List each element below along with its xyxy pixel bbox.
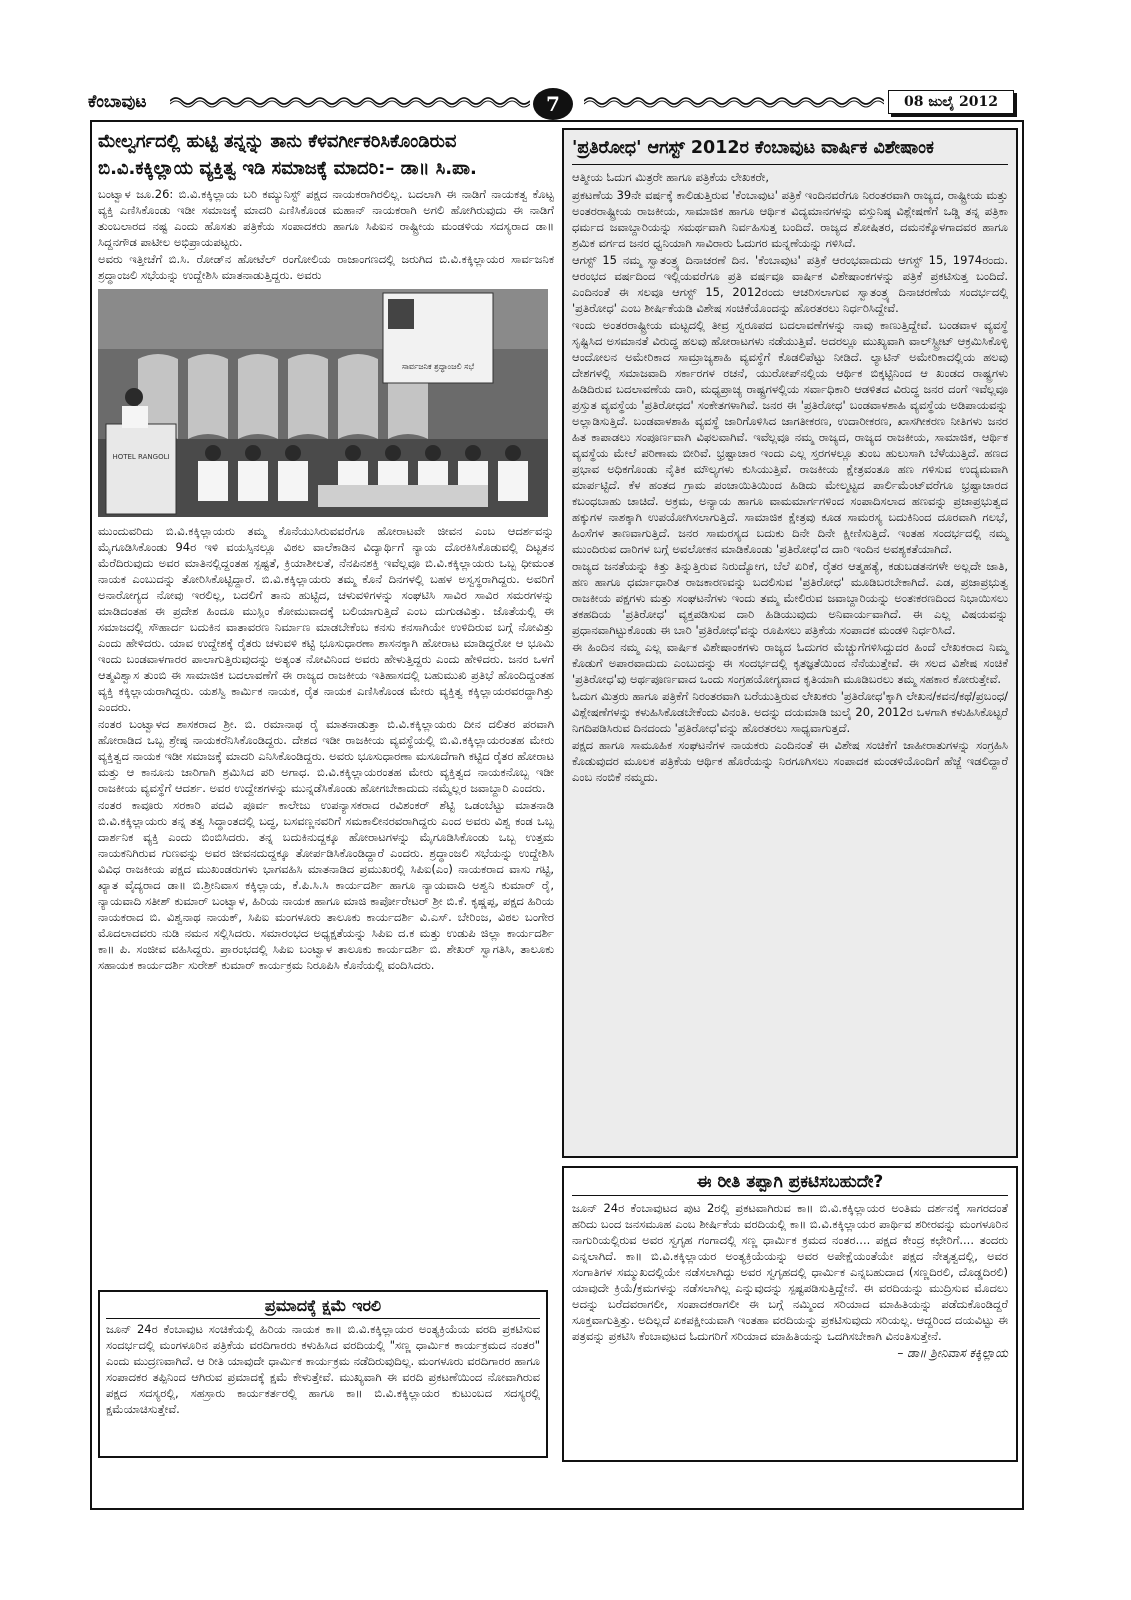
correction-letter-box [562, 1166, 1018, 1462]
wave-ornament-right [584, 94, 884, 108]
special-issue-paragraph: ಓದುಗ ಮಿತ್ರರು ಹಾಗೂ ಪತ್ರಿಕೆಗೆ ನಿರಂತರವಾಗಿ ಬರೆಯುತ್ತಿರುವ ಲೇಖಕರು 'ಪ್ರತಿರೋಧ'ಕ್ಕಾಗಿ ಲೇಖನ/ಕವನ/ಕಥೆ/ಪ್ರಬಂಧ/ವಿಶ್ಲೇಷಣೆಗಳನ್ನು ಕಳುಹಿಸಿಕೊಡಬೇಕೆಂದು ವಿನಂತಿ. ಅದನ್ನು ದಯಮಾಡಿ ಜುಲೈ 20, 2012ರ ಒಳಗಾಗಿ ಕಳುಹಿಸಿಕೊಟ್ಟರೆ ನಿಗದಿಪಡಿಸಿರುವ ದಿನದಂದು 'ಪ್ರತಿರೋಧ'ವನ್ನು ಹೊರತರಲು ಸಾಧ್ಯವಾಗುತ್ತದೆ. [572, 689, 1008, 735]
issue-date: 08 ಜುಲೈ 2012 [888, 90, 1014, 114]
paper-name: ಕೆಂಬಾವುಟ [88, 92, 147, 112]
lead-body-paragraph: ನಂತರ ಕಾವೂರು ಸರಕಾರಿ ಪದವಿ ಪೂರ್ವ ಕಾಲೇಜು ಉಪನ್ಯಾಸಕರಾದ ರವಿಶಂಕರ್ ಶೆಟ್ಟಿ ಒಡಂಬೆಟ್ಟು ಮಾತನಾಡಿ ಬಿ.ವಿ.ಕಕ್ಕಿಲ್ಲಾಯರು ತನ್ನ ತತ್ವ ಸಿದ್ಧಾಂತದಲ್ಲಿ ಬದ್ಧ, ಬಸವಣ್ಣನವರಿಗೆ ಸಮಕಾಲೀನರವರಾಗಿದ್ದರು ಎಂದ ಅವರು ವಿಶ್ವ ಕಂಡ ಒಬ್ಬ ದಾರ್ಶನಿಕ ವ್ಯಕ್ತಿ ಎಂದು ಬಿಂಬಿಸಿದರು. ತನ್ನ ಬದುಕಿನುದ್ದಕ್ಕೂ ಹೋರಾಟಗಳನ್ನು ಮೈಗೂಡಿಸಿಕೊಂಡು ಒಬ್ಬ ಉತ್ತಮ ನಾಯಕನಿಗಿರುವ ಗುಣವನ್ನು ಅವರ ಜೀವನದುದ್ದಕ್ಕೂ ತೋರ್ಪಡಿಸಿಕೊಂಡಿದ್ದಾರೆ ಎಂದರು. ಶ್ರದ್ಧಾಂಜಲಿ ಸಭೆಯನ್ನು ಉದ್ದೇಶಿಸಿ ವಿವಿಧ ರಾಜಕೀಯ ಪಕ್ಷದ ಮುಖಂಡರುಗಳು ಭಾಗವಹಿಸಿ ಮಾತನಾಡಿದ ಪ್ರಮುಖರಲ್ಲಿ ಸಿಪಿಐ(ಎಂ) ನಾಯಕರಾದ ವಾಸು ಗಟ್ಟಿ, ಖ್ಯಾತ ವೈದ್ಯರಾದ ಡಾ॥ ಬಿ.ಶ್ರೀನಿವಾಸ ಕಕ್ಕಿಲ್ಲಾಯ, ಕೆ.ಪಿ.ಸಿ.ಸಿ ಕಾರ್ಯದರ್ಶಿ ಹಾಗೂ ನ್ಯಾಯವಾದಿ ಅಶ್ವನಿ ಕುಮಾರ್ ರೈ, ನ್ಯಾಯವಾದಿ ಸತೀಶ್ ಕುಮಾರ್ ಬಂಟ್ವಾಳ, ಹಿರಿಯ ನಾಯಕ ಹಾಗೂ ಮಾಜಿ ಕಾರ್ಪೋರೇಟರ್ ಶ್ರೀ ಬಿ.ಕೆ. ಕೃಷ್ಣಪ್ಪ, ಪಕ್ಷದ ಹಿರಿಯ ನಾಯಕರಾದ ಬಿ. ವಿಶ್ವನಾಥ ನಾಯಕ್, ಸಿಪಿಐ ಮಂಗಳೂರು ತಾಲೂಕು ಕಾರ್ಯದರ್ಶಿ ವಿ.ಎಸ್. ಬೇರಿಂಜ, ವಿಠಲ ಬಂಗೇರ ಮೊದಲಾದವರು ನುಡಿ ನಮನ ಸಲ್ಲಿಸಿದರು. ಸಮಾರಂಭದ ಅಧ್ಯಕ್ಷತೆಯನ್ನು ಸಿಪಿಐ ದ.ಕ ಮತ್ತು ಉಡುಪಿ ಜಿಲ್ಲಾ ಕಾರ್ಯದರ್ಶಿ ಕಾ॥ ಪಿ. ಸಂಜೀವ ವಹಿಸಿದ್ದರು. ಪ್ರಾರಂಭದಲ್ಲಿ ಸಿಪಿಐ ಬಂಟ್ವಾಳ ತಾಲೂಕು ಕಾರ್ಯದರ್ಶಿ ಬಿ. ಶೇಖರ್ ಸ್ವಾಗತಿಸಿ, ತಾಲೂಕು ಸಹಾಯಕ ಕಾರ್ಯದರ್ಶಿ ಸುರೇಶ್ ಕುಮಾರ್ ಕಾರ್ಯಕ್ರಮ ನಿರೂಪಿಸಿ ಕೊನೆಯಲ್ಲಿ ವಂದಿಸಿದರು. [98, 798, 554, 972]
special-issue-paragraph: ಆಗಸ್ಟ್ 15 ನಮ್ಮ ಸ್ವಾತಂತ್ರ್ಯ ದಿನಾಚರಣೆ ದಿನ. 'ಕೆಂಬಾವುಟ' ಪತ್ರಿಕೆ ಆರಂಭವಾದುದು ಆಗಸ್ಟ್ 15, 1974ರಂದು. ಆರಂಭದ ವರ್ಷದಿಂದ ಇಲ್ಲಿಯವರೆಗೂ ಪ್ರತಿ ವರ್ಷವೂ ವಾರ್ಷಿಕ ವಿಶೇಷಾಂಕಗಳನ್ನು ಪತ್ರಿಕೆ ಪ್ರಕಟಿಸುತ್ತ ಬಂದಿದೆ. ಎಂದಿನಂತೆ ಈ ಸಲವೂ ಆಗಸ್ಟ್ 15, 2012ರಂದು ಆಚರಿಸಲಾಗುವ ಸ್ವಾತಂತ್ರ್ಯ ದಿನಾಚರಣೆಯ ಸಂದರ್ಭದಲ್ಲಿ 'ಪ್ರತಿರೋಧ' ಎಂಬ ಶೀರ್ಷಿಕೆಯಡಿ ವಿಶೇಷ ಸಂಚಿಕೆಯೊಂದನ್ನು ಹೊರತರಲು ನಿರ್ಧರಿಸಿದ್ದೇವೆ. [572, 253, 1008, 315]
special-issue-paragraph: ಪ್ರಕಟಣೆಯ 39ನೇ ವರ್ಷಕ್ಕೆ ಕಾಲಿಡುತ್ತಿರುವ 'ಕೆಂಬಾವುಟ' ಪತ್ರಿಕೆ ಇಂದಿನವರೆಗೂ ನಿರಂತರವಾಗಿ ರಾಜ್ಯದ, ರಾಷ್ಟ್ರೀಯ ಮತ್ತು ಅಂತರರಾಷ್ಟ್ರೀಯ ರಾಜಕೀಯ, ಸಾಮಾಜಿಕ ಹಾಗೂ ಆರ್ಥಿಕ ವಿದ್ಯಮಾನಗಳನ್ನು ವಸ್ತುನಿಷ್ಠ ವಿಶ್ಲೇಷಣೆಗೆ ಒಡ್ಡಿ ತನ್ನ ಪತ್ರಿಕಾ ಧರ್ಮದ ಜವಾಬ್ದಾರಿಯನ್ನು ಸಮರ್ಥವಾಗಿ ನಿರ್ವಹಿಸುತ್ತ ಬಂದಿದೆ. ರಾಜ್ಯದ ಶೋಷಿತರ, ದಮನಕ್ಕೊಳಗಾದವರ ಹಾಗೂ ಶ್ರಮಿಕ ವರ್ಗದ ಜನರ ಧ್ವನಿಯಾಗಿ ಸಾವಿರಾರು ಓದುಗರ ಮನ್ನಣೆಯನ್ನು ಗಳಿಸಿದೆ. [572, 188, 1008, 250]
lead-body [98, 523, 554, 973]
correction-title: ಈ ರೀತಿ ತಪ್ಪಾಗಿ ಪ್ರಕಟಿಸಬಹುದೇ? [572, 1172, 1008, 1196]
apology-box [98, 1290, 548, 1458]
apology-title: ಪ್ರಮಾದಕ್ಕೆ ಕ್ಷಮೆ ಇರಲಿ [106, 1296, 540, 1319]
special-issue-paragraph: ಪಕ್ಷದ ಹಾಗೂ ಸಾಮೂಹಿಕ ಸಂಘಟನೆಗಳ ನಾಯಕರು ಎಂದಿನಂತೆ ಈ ವಿಶೇಷ ಸಂಚಿಕೆಗೆ ಜಾಹೀರಾತುಗಳನ್ನು ಸಂಗ್ರಹಿಸಿ ಕೊಡುವುದರ ಮೂಲಕ ಪತ್ರಿಕೆಯ ಆರ್ಥಿಕ ಹೊರೆಯನ್ನು ನಿರಗೂಗಿಸಲು ಸಂಪಾದಕ ಮಂಡಳಿಯೊಂದಿಗೆ ಹೆಜ್ಜೆ ಇಡಲಿದ್ದಾರೆ ಎಂಬ ನಂಬಿಕೆ ನಮ್ಮದು. [572, 738, 1008, 784]
wave-ornament-left [170, 94, 530, 108]
lead-article [98, 128, 554, 974]
lead-body-paragraph: ನಂತರ ಬಂಟ್ವಾಳದ ಶಾಸಕರಾದ ಶ್ರೀ. ಬಿ. ರಮಾನಾಥ ರೈ ಮಾತನಾಡುತ್ತಾ ಬಿ.ವಿ.ಕಕ್ಕಿಲ್ಲಾಯರು ದೀನ ದಲಿತರ ಪರವಾಗಿ ಹೋರಾಡಿದ ಒಬ್ಬ ಶ್ರೇಷ್ಠ ನಾಯಕರೆನಿಸಿಕೊಂಡಿದ್ದರು. ದೇಶದ ಇಡೀ ರಾಜಕೀಯ ವ್ಯವಸ್ಥೆಯಲ್ಲಿ ಬಿ.ವಿ.ಕಕ್ಕಿಲ್ಲಾಯರಂತಹ ಮೇರು ವ್ಯಕ್ತಿತ್ವದ ನಾಯಕ ಇಡೀ ಸಮಾಜಕ್ಕೆ ಮಾದರಿ ಎನಿಸಿಕೊಂಡಿದ್ದರು. ಅವರು ಭೂಸುಧಾರಣಾ ಮಸೂದೆಗಾಗಿ ಕಟ್ಟಿದ ರೈತರ ಹೋರಾಟ ಮತ್ತು ಆ ಕಾನೂನು ಜಾರಿಗಾಗಿ ಶ್ರಮಿಸಿದ ಪರಿ ಅಗಾಧ. ಬಿ.ವಿ.ಕಕ್ಕಿಲ್ಲಾಯರಂತಹ ಮೇರು ವ್ಯಕ್ತಿತ್ವದ ನಾಯಕನೊಬ್ಬ ಇಡೀ ರಾಜಕೀಯ ವ್ಯವಸ್ಥೆಗೆ ಆದರ್ಶ. ಅವರ ಉದ್ದೇಶಗಳನ್ನು ಮುನ್ನಡೆಸಿಕೊಂಡು ಹೋಗಬೇಕಾದುದು ನಮ್ಮೆಲ್ಲರ ಜವಾಬ್ದಾರಿ ಎಂದರು. [98, 717, 554, 795]
apology-body: ಜೂನ್ 24ರ ಕೆಂಬಾವುಟ ಸಂಚಿಕೆಯಲ್ಲಿ ಹಿರಿಯ ನಾಯಕ ಕಾ॥ ಬಿ.ವಿ.ಕಕ್ಕಿಲ್ಲಾಯರ ಅಂತ್ಯಕ್ರಿಯೆಯ ವರದಿ ಪ್ರಕಟಿಸುವ ಸಂದರ್ಭದಲ್ಲಿ ಮಂಗಳೂರಿನ ಪತ್ರಿಕೆಯ ವರದಿಗಾರರು ಕಳುಹಿಸಿದ ವರದಿಯಲ್ಲಿ "ಸಣ್ಣ ಧಾರ್ಮಿಕ ಕಾರ್ಯಕ್ರಮದ ನಂತರ" ಎಂದು ಮುದ್ರಣವಾಗಿದೆ. ಆ ರೀತಿ ಯಾವುದೇ ಧಾರ್ಮಿಕ ಕಾರ್ಯಕ್ರಮ ನಡೆದಿರುವುದಿಲ್ಲ. ಮಂಗಳೂರು ವರದಿಗಾರರ ಹಾಗೂ ಸಂಪಾದಕರ ತಪ್ಪಿನಿಂದ ಆಗಿರುವ ಪ್ರಮಾದಕ್ಕೆ ಕ್ಷಮೆ ಕೇಳುತ್ತೇವೆ. ಮುಖ್ಯವಾಗಿ ಈ ವರದಿ ಪ್ರಕಟಣೆಯಿಂದ ನೋವಾಗಿರುವ ಪಕ್ಷದ ಸದಸ್ಯರಲ್ಲಿ, ಸಹಸ್ರಾರು ಕಾರ್ಯಕರ್ತರಲ್ಲಿ ಹಾಗೂ ಕಾ॥ ಬಿ.ವಿ.ಕಕ್ಕಿಲ್ಲಾಯರ ಕುಟುಂಬದ ಸದಸ್ಯರಲ್ಲಿ ಕ್ಷಮೆಯಾಚಿಸುತ್ತೇವೆ. [106, 1322, 540, 1416]
special-issue-box [562, 128, 1018, 1158]
lead-intro-paragraph: ಅವರು ಇತ್ತೀಚೆಗೆ ಬಿ.ಸಿ. ರೋಡ್‌ನ ಹೋಟೆಲ್ ರಂಗೋಲಿಯ ರಾಜಾಂಗಣದಲ್ಲಿ ಜರುಗಿದ ಬಿ.ವಿ.ಕಕ್ಕಿಲ್ಲಾಯರ ಸಾರ್ವಜನಿಕ ಶ್ರದ್ಧಾಂಜಲಿ ಸಭೆಯನ್ನು ಉದ್ದೇಶಿಸಿ ಮಾತನಾಡುತ್ತಿದ್ದರು. ಅವರು [98, 252, 554, 282]
photo-banner-text: ಸಾರ್ವಜನಿಕ ಶ್ರದ್ಧಾಂಜಲಿ ಸಭೆ [401, 362, 475, 371]
event-photo [98, 289, 548, 517]
special-issue-body [572, 187, 1008, 785]
special-issue-paragraph: ಈ ಹಿಂದಿನ ನಮ್ಮ ಎಲ್ಲ ವಾರ್ಷಿಕ ವಿಶೇಷಾಂಕಗಳು ರಾಜ್ಯದ ಓದುಗರ ಮೆಚ್ಚುಗೆಗಳಿಸಿದ್ದುದರ ಹಿಂದೆ ಲೇಖಕರಾದ ನಿಮ್ಮ ಕೊಡುಗೆ ಅಪಾರವಾದುದು ಎಂಬುದನ್ನು ಈ ಸಂದರ್ಭದಲ್ಲಿ ಕೃತಜ್ಞತೆಯಿಂದ ನೆನೆಯುತ್ತೇವೆ. ಈ ಸಲದ ವಿಶೇಷ ಸಂಚಿಕೆ 'ಪ್ರತಿರೋಧ'ವು ಅರ್ಥಪೂರ್ಣವಾದ ಒಂದು ಸಂಗ್ರಹಯೋಗ್ಯವಾದ ಕೃತಿಯಾಗಿ ಮೂಡಿಬರಲು ತಮ್ಮ ಸಹಕಾರ ಕೋರುತ್ತೇವೆ. [572, 640, 1008, 686]
special-issue-paragraph: ರಾಜ್ಯದ ಜನತೆಯನ್ನು ಕಿತ್ತು ತಿನ್ನುತ್ತಿರುವ ನಿರುದ್ಯೋಗ, ಬೆಲೆ ಏರಿಕೆ, ರೈತರ ಆತ್ಮಹತ್ಯೆ, ಕಡುಬಡತನಗಳೇ ಅಲ್ಲದೇ ಜಾತಿ, ಹಣ ಹಾಗೂ ಧರ್ಮಾಧಾರಿತ ರಾಜಕಾರಣವನ್ನು ಬದಲಿಸುವ 'ಪ್ರತಿರೋಧ' ಮೂಡಿಬರಬೇಕಾಗಿದೆ. ಎಡ, ಪ್ರಜಾಪ್ರಭುತ್ವ ರಾಜಕೀಯ ಪಕ್ಷಗಳು ಮತ್ತು ಸಂಘಟನೆಗಳು ಇಂದು ತಮ್ಮ ಮೇಲಿರುವ ಜವಾಬ್ದಾರಿಯನ್ನು ಅಂತಃಕರಣದಿಂದ ನಿಭಾಯಿಸಲು ತಕಹದಿಯ 'ಪ್ರತಿರೋಧ' ವ್ಯಕ್ತಪಡಿಸುವ ದಾರಿ ಹಿಡಿಯುವುದು ಅನಿವಾರ್ಯವಾಗಿದೆ. ಈ ಎಲ್ಲ ವಿಷಯವನ್ನು ಪ್ರಧಾನವಾಗಿಟ್ಟುಕೊಂಡು ಈ ಬಾರಿ 'ಪ್ರತಿರೋಧ'ವನ್ನು ರೂಪಿಸಲು ಪತ್ರಿಕೆಯ ಸಂಪಾದಕ ಮಂಡಳಿ ನಿರ್ಧರಿಸಿದೆ. [572, 559, 1008, 637]
special-issue-title: 'ಪ್ರತಿರೋಧ' ಆಗಸ್ಟ್ 2012ರ ಕೆಂಬಾವುಟ ವಾರ್ಷಿಕ ವಿಶೇಷಾಂಕ [572, 136, 1008, 165]
lead-headline: ಮೇಲ್ವರ್ಗದಲ್ಲಿ ಹುಟ್ಟಿ ತನ್ನನ್ನು ತಾನು ಕೆಳವರ್ಗೀಕರಿಸಿಕೊಂಡಿರುವ ಬಿ.ವಿ.ಕಕ್ಕಿಲ್ಲಾಯ ವ್ಯಕ್ತಿತ್ವ ಇಡಿ ಸಮಾಜಕ್ಕೆ ಮಾದರಿ:– ಡಾ॥ ಸಿ.ಪಾ. [98, 131, 477, 179]
correction-body: ಜೂನ್ 24ರ ಕೆಂಬಾವುಟದ ಪುಟ 2ರಲ್ಲಿ ಪ್ರಕಟವಾಗಿರುವ ಕಾ॥ ಬಿ.ವಿ.ಕಕ್ಕಿಲ್ಲಾಯರ ಅಂತಿಮ ದರ್ಶನಕ್ಕೆ ಸಾಗರದಂತೆ ಹರಿದು ಬಂದ ಜನಸಮೂಹ ಎಂಬ ಶೀರ್ಷಿಕೆಯ ವರದಿಯಲ್ಲಿ ಕಾ॥ ಬಿ.ವಿ.ಕಕ್ಕಿಲ್ಲಾಯರ ಪಾರ್ಥಿವ ಶರೀರವನ್ನು ಮಂಗಳೂರಿನ ನಾಗುರಿಯಲ್ಲಿರುವ ಅವರ ಸ್ವಗೃಹ ಗಂಗಾದಲ್ಲಿ ಸಣ್ಣ ಧಾರ್ಮಿಕ ಕ್ರಮದ ನಂತರ.... ಪಕ್ಷದ ಕೇಂದ್ರ ಕಛೇರಿಗೆ.... ತಂದರು ಎನ್ನಲಾಗಿದೆ. ಕಾ॥ ಬಿ.ವಿ.ಕಕ್ಕಿಲ್ಲಾಯರ ಅಂತ್ಯಕ್ರಿಯೆಯನ್ನು ಅವರ ಅಪೇಕ್ಷೆಯಂತೆಯೇ ಪಕ್ಷದ ನೇತೃತ್ವದಲ್ಲಿ, ಅವರ ಸಂಗಾತಿಗಳ ಸಮ್ಮುಖದಲ್ಲಿಯೇ ನಡೆಸಲಾಗಿದ್ದು ಅವರ ಸ್ವಗೃಹದಲ್ಲಿ ಧಾರ್ಮಿಕ ಎನ್ನಬಹುದಾದ (ಸಣ್ಣದಿರಲಿ, ದೊಡ್ಡದಿರಲಿ) ಯಾವುದೇ ಕ್ರಿಯೆ/ಕ್ರಮಗಳನ್ನು ನಡೆಸಲಾಗಿಲ್ಲ ಎನ್ನುವುದನ್ನು ಸ್ಪಷ್ಟಪಡಿಸುತ್ತಿದ್ದೇನೆ. ಈ ವರದಿಯನ್ನು ಮುದ್ರಿಸುವ ಮೊದಲು ಅದನ್ನು ಬರೆದವರಾಗಲೀ, ಸಂಪಾದಕರಾಗಲೀ ಈ ಬಗ್ಗೆ ನಮ್ಮಿಂದ ಸರಿಯಾದ ಮಾಹಿತಿಯನ್ನು ಪಡೆದುಕೊಂಡಿದ್ದರೆ ಸೂಕ್ತವಾಗುತ್ತಿತ್ತು. ಅದಿಲ್ಲದೆ ಏಕಪಕ್ಷೀಯವಾಗಿ ಇಂತಹಾ ವರದಿಯನ್ನು ಪ್ರಕಟಿಸುವುದು ಸರಿಯಲ್ಲ. ಆದ್ದರಿಂದ ದಯವಿಟ್ಟು ಈ ಪತ್ರವನ್ನು ಪ್ರಕಟಿಸಿ ಕೆಂಬಾವುಟದ ಓದುಗರಿಗೆ ಸರಿಯಾದ ಮಾಹಿತಿಯನ್ನು ಒದಗಿಸಬೇಕಾಗಿ ವಿನಂತಿಸುತ್ತೇನೆ. [572, 1201, 1008, 1343]
special-issue-paragraph: ಇಂದು ಅಂತರರಾಷ್ಟ್ರೀಯ ಮಟ್ಟದಲ್ಲಿ ತೀವ್ರ ಸ್ವರೂಪದ ಬದಲಾವಣೆಗಳನ್ನು ನಾವು ಕಾಣುತ್ತಿದ್ದೇವೆ. ಬಂಡವಾಳ ವ್ಯವಸ್ಥೆ ಸೃಷ್ಟಿಸಿದ ಅಸಮಾನತೆ ವಿರುದ್ಧ ಹಲವು ಹೋರಾಟಗಳು ನಡೆಯುತ್ತಿವೆ. ಅದರಲ್ಲೂ ಮುಖ್ಯವಾಗಿ ವಾಲ್‌ಸ್ಟ್ರೀಟ್ ಆಕ್ರಮಿಸಿಕೊಳ್ಳಿ ಆಂದೋಲನ ಅಮೇರಿಕಾದ ಸಾಮ್ರಾಜ್ಯಶಾಹಿ ವ್ಯವಸ್ಥೆಗೆ ಕೊಡಲಿಪೆಟ್ಟು ನೀಡಿದೆ. ಲ್ಯಾಟಿನ್ ಅಮೇರಿಕಾದಲ್ಲಿಯ ಹಲವು ದೇಶಗಳಲ್ಲಿ ಸಮಾಜವಾದಿ ಸರ್ಕಾರಗಳ ರಚನೆ, ಯುರೋಪ್‌ನಲ್ಲಿಯ ಆರ್ಥಿಕ ಬಿಕ್ಕಟ್ಟಿನಿಂದ ಆ ಖಂಡದ ರಾಷ್ಟ್ರಗಳು ಹಿಡಿದಿರುವ ಬದಲಾವಣೆಯ ದಾರಿ, ಮಧ್ಯಪ್ರಾಚ್ಯ ರಾಷ್ಟ್ರಗಳಲ್ಲಿಯ ಸರ್ವಾಧಿಕಾರಿ ಆಡಳಿತದ ವಿರುದ್ಧ ಜನರ ದಂಗೆ ಇವೆಲ್ಲವೂ ಪ್ರಸ್ತುತ ವ್ಯವಸ್ಥೆಯ 'ಪ್ರತಿರೋಧದ' ಸಂಕೇತಗಳಾಗಿವೆ. ಜನರ ಈ 'ಪ್ರತಿರೋಧ' ಬಂಡವಾಳಶಾಹಿ ವ್ಯವಸ್ಥೆಯ ಅಡಿಪಾಯವನ್ನು ಅಲ್ಲಾಡಿಸುತ್ತಿದೆ. ಬಂಡವಾಳಶಾಹಿ ವ್ಯವಸ್ಥೆ ಜಾರಿಗೊಳಿಸಿದ ಜಾಗತೀಕರಣ, ಉದಾರೀಕರಣ, ಖಾಸಗೀಕರಣ ನೀತಿಗಳು ಜನರ ಹಿತ ಕಾಪಾಡಲು ಸಂಪೂರ್ಣವಾಗಿ ವಿಫಲವಾಗಿವೆ. ಇವೆಲ್ಲವೂ ನಮ್ಮ ರಾಜ್ಯದ, ರಾಜ್ಯದ ರಾಜಕೀಯ, ಸಾಮಾಜಿಕ, ಆರ್ಥಿಕ ವ್ಯವಸ್ಥೆಯ ಮೇಲೆ ಪರಿಣಾಮ ಬೀರಿವೆ. ಭ್ರಷ್ಟಾಚಾರ ಇಂದು ಎಲ್ಲ ಸ್ತರಗಳಲ್ಲೂ ತುಂಬ ಹುಲುಸಾಗಿ ಬೆಳೆಯುತ್ತಿದೆ. ಹಣದ ಪ್ರಭಾವ ಅಧಿಕಗೊಂಡು ನೈತಿಕ ಮೌಲ್ಯಗಳು ಕುಸಿಯುತ್ತಿವೆ. ರಾಜಕೀಯ ಕ್ಷೇತ್ರವಂತೂ ಹಣ ಗಳಿಸುವ ಉದ್ಯಮವಾಗಿ ಮಾರ್ಪಟ್ಟಿದೆ. ಕೆಳ ಹಂತದ ಗ್ರಾಮ ಪಂಚಾಯಿತಿಯಿಂದ ಹಿಡಿದು ಮೇಲ್ಮಟ್ಟದ ಪಾರ್ಲಿಮೆಂಟ್‌ವರೆಗೂ ಭ್ರಷ್ಟಾಚಾರದ ಕಬಂಧಬಾಹು ಚಾಚಿದೆ. ಅಕ್ರಮ, ಅನ್ಯಾಯ ಹಾಗೂ ವಾಮಮಾರ್ಗಗಳಿಂದ ಸಂಪಾದಿಸಲಾದ ಹಣವನ್ನು ಪ್ರಜಾಪ್ರಭುತ್ವದ ಹಕ್ಕುಗಳ ನಾಶಕ್ಕಾಗಿ ಉಪಯೋಗಿಸಲಾಗುತ್ತಿದೆ. ಸಾಮಾಜಿಕ ಕ್ಷೇತ್ರವು ಕೂಡ ಸಾಮರಸ್ಯ ಬದುಕಿನಿಂದ ದೂರವಾಗಿ ಗಲಭೆ, ಹಿಂಸೆಗಳ ತಾಣವಾಗುತ್ತಿದೆ. ಜನರ ಸಾಮರಸ್ಯದ ಬದುಕು ದಿನೇ ದಿನೇ ಕ್ಷೀಣಿಸುತ್ತಿದೆ. ಇಂತಹ ಸಂದರ್ಭದಲ್ಲಿ ನಮ್ಮ ಮುಂದಿರುವ ದಾರಿಗಳ ಬಗ್ಗೆ ಅವಲೋಕನ ಮಾಡಿಕೊಂಡು 'ಪ್ರತಿರೋಧ'ದ ದಾರಿ ಇಂದಿನ ಅವಶ್ಯಕತೆಯಾಗಿದೆ. [572, 318, 1008, 556]
correction-signature: – ಡಾ॥ ಶ್ರೀನಿವಾಸ ಕಕ್ಕಿಲ್ಲಾಯ [897, 1346, 1008, 1360]
lead-body-paragraph: ಮುಂದುವರಿದು ಬಿ.ವಿ.ಕಕ್ಕಿಲ್ಲಾಯರು ತಮ್ಮ ಕೊನೆಯುಸಿರುವವರೆಗೂ ಹೋರಾಟವೇ ಜೀವನ ಎಂಬ ಆದರ್ಶವನ್ನು ಮೈಗೂಡಿಸಿಕೊಂಡು 94ರ ಇಳಿ ವಯಸ್ಸಿನಲ್ಲೂ ವಿಠಲ ವಾಲೆಕಾಡಿನ ವಿದ್ಯಾರ್ಥಿಗೆ ನ್ಯಾಯ ದೊರಕಿಸಿಕೊಡುವಲ್ಲಿ ದಿಟ್ಟತನ ಮೆರೆದಿರುವುದು ಅವರ ಮಾತಿನಲ್ಲಿದ್ದಂತಹ ಸ್ಪಷ್ಟತೆ, ಕ್ರಿಯಾಶೀಲತೆ, ನೆನಪಿನಶಕ್ತಿ ಇವೆಲ್ಲವೂ ಬಿ.ವಿ.ಕಕ್ಕಿಲ್ಲಾಯರು ಒಬ್ಬ ಧೀಮಂತ ನಾಯಕ ಎಂಬುದನ್ನು ತೋರಿಸಿಕೊಟ್ಟಿದ್ದಾರೆ. ಬಿ.ವಿ.ಕಕ್ಕಿಲ್ಲಾಯರು ತಮ್ಮ ಕೊನೆ ದಿನಗಳಲ್ಲಿ ಬಹಳ ಅಸ್ವಸ್ಥರಾಗಿದ್ದರು. ಅವರಿಗೆ ಅನಾರೋಗ್ಯದ ನೋವು ಇರಲಿಲ್ಲ, ಬದಲಿಗೆ ತಾನು ಹುಟ್ಟಿದ, ಚಳುವಳಿಗಳನ್ನು ಸಂಘಟಿಸಿ ಸಾವಿರ ಸಾವಿರ ಸಮರಗಳನ್ನು ಮಾಡಿದಂತಹ ಈ ಪ್ರದೇಶ ಹಿಂದೂ ಮುಸ್ಲಿಂ ಕೋಮುವಾದಕ್ಕೆ ಬಲಿಯಾಗುತ್ತಿದೆ ಎಂಬ ದುಗುಡವಿತ್ತು. ಜೊತೆಯಲ್ಲಿ ಈ ಸಮಾಜದಲ್ಲಿ ಸೌಹಾರ್ದ ಬದುಕಿನ ವಾತಾವರಣ ನಿರ್ಮಾಣ ಮಾಡಬೇಕೆಂಬ ಕನಸು ಕನಸಾಗಿಯೇ ಉಳಿದಿರುವ ಬಗ್ಗೆ ನೋವಿತ್ತು ಎಂದು ಹೇಳಿದರು. ಯಾವ ಉದ್ದೇಶಕ್ಕೆ ರೈತರು ಚಳುವಳಿ ಕಟ್ಟಿ ಭೂಸುಧಾರಣಾ ಶಾಸನಕ್ಕಾಗಿ ಹೋರಾಟ ಮಾಡಿದ್ದರೋ ಆ ಭೂಮಿ ಇಂದು ಬಂಡವಾಳಗಾರರ ಪಾಲಾಗುತ್ತಿರುವುದನ್ನು ಅತ್ಯಂತ ನೋವಿನಿಂದ ಅವರು ಹೇಳುತ್ತಿದ್ದರು ಎಂದು ಹೇಳಿದರು. ಜನರ ಒಳಗೆ ಆತ್ಮವಿಶ್ವಾಸ ತುಂಬಿ ಈ ಸಾಮಾಜಿಕ ಬದಲಾವಣೆಗೆ ಈ ರಾಜ್ಯದ ರಾಜಕೀಯ ಇತಿಹಾಸದಲ್ಲಿ ಬಹುಮುಖಿ ಪ್ರತಿಭೆ ಹೊಂದಿದ್ದಂತಹ ವ್ಯಕ್ತಿ ಕಕ್ಕಿಲ್ಲಾಯರಾಗಿದ್ದರು. ಯಶಸ್ವಿ ಕಾರ್ಮಿಕ ನಾಯಕ, ರೈತ ನಾಯಕ ಎಣಿಸಿಕೊಂಡ ಮೇರು ವ್ಯಕ್ತಿತ್ವ ಕಕ್ಕಿಲ್ಲಾಯರವರದ್ದಾಗಿತ್ತು ಎಂದರು. [98, 524, 554, 714]
event-photo-image [98, 289, 548, 517]
lead-intro [98, 186, 554, 283]
lead-intro-paragraph: ಬಂಟ್ವಾಳ ಜೂ.26: ಬಿ.ವಿ.ಕಕ್ಕಿಲ್ಲಾಯ ಬರಿ ಕಮ್ಯುನಿಸ್ಟ್ ಪಕ್ಷದ ನಾಯಕರಾಗಿರಲಿಲ್ಲ. ಬದಲಾಗಿ ಈ ನಾಡಿಗೆ ನಾಯಕತ್ವ ಕೊಟ್ಟ ವ್ಯಕ್ತಿ ಎಣಿಸಿಕೊಂಡು ಇಡೀ ಸಮಾಜಕ್ಕೆ ಮಾದರಿ ಎಣಿಸಿಕೊಂಡ ಮಹಾನ್ ನಾಯಕರಾಗಿ ಅಗಲಿ ಹೋಗಿರುವುದು ಈ ನಾಡಿಗೆ ತುಂಬಲಾರದ ನಷ್ಟ ಎಂದು ಹೊಸತು ಪತ್ರಿಕೆಯ ಸಂಪಾದಕರು ಹಾಗೂ ಸಿಪಿಐನ ರಾಷ್ಟ್ರೀಯ ಮಂಡಳಿಯ ಸದಸ್ಯರಾದ ಡಾ॥ ಸಿದ್ದನಗೌಡ ಪಾಟೀಲ ಅಭಿಪ್ರಾಯಪಟ್ಟರು. [98, 187, 554, 249]
special-issue-salutation: ಆತ್ಮೀಯ ಓದುಗ ಮಿತ್ರರೇ ಹಾಗೂ ಪತ್ರಿಕೆಯ ಲೇಖಕರೇ, [572, 170, 770, 184]
page-number-badge: 7 [533, 88, 573, 120]
photo-podium-text: HOTEL RANGOLI [112, 453, 170, 461]
masthead [88, 88, 1028, 122]
